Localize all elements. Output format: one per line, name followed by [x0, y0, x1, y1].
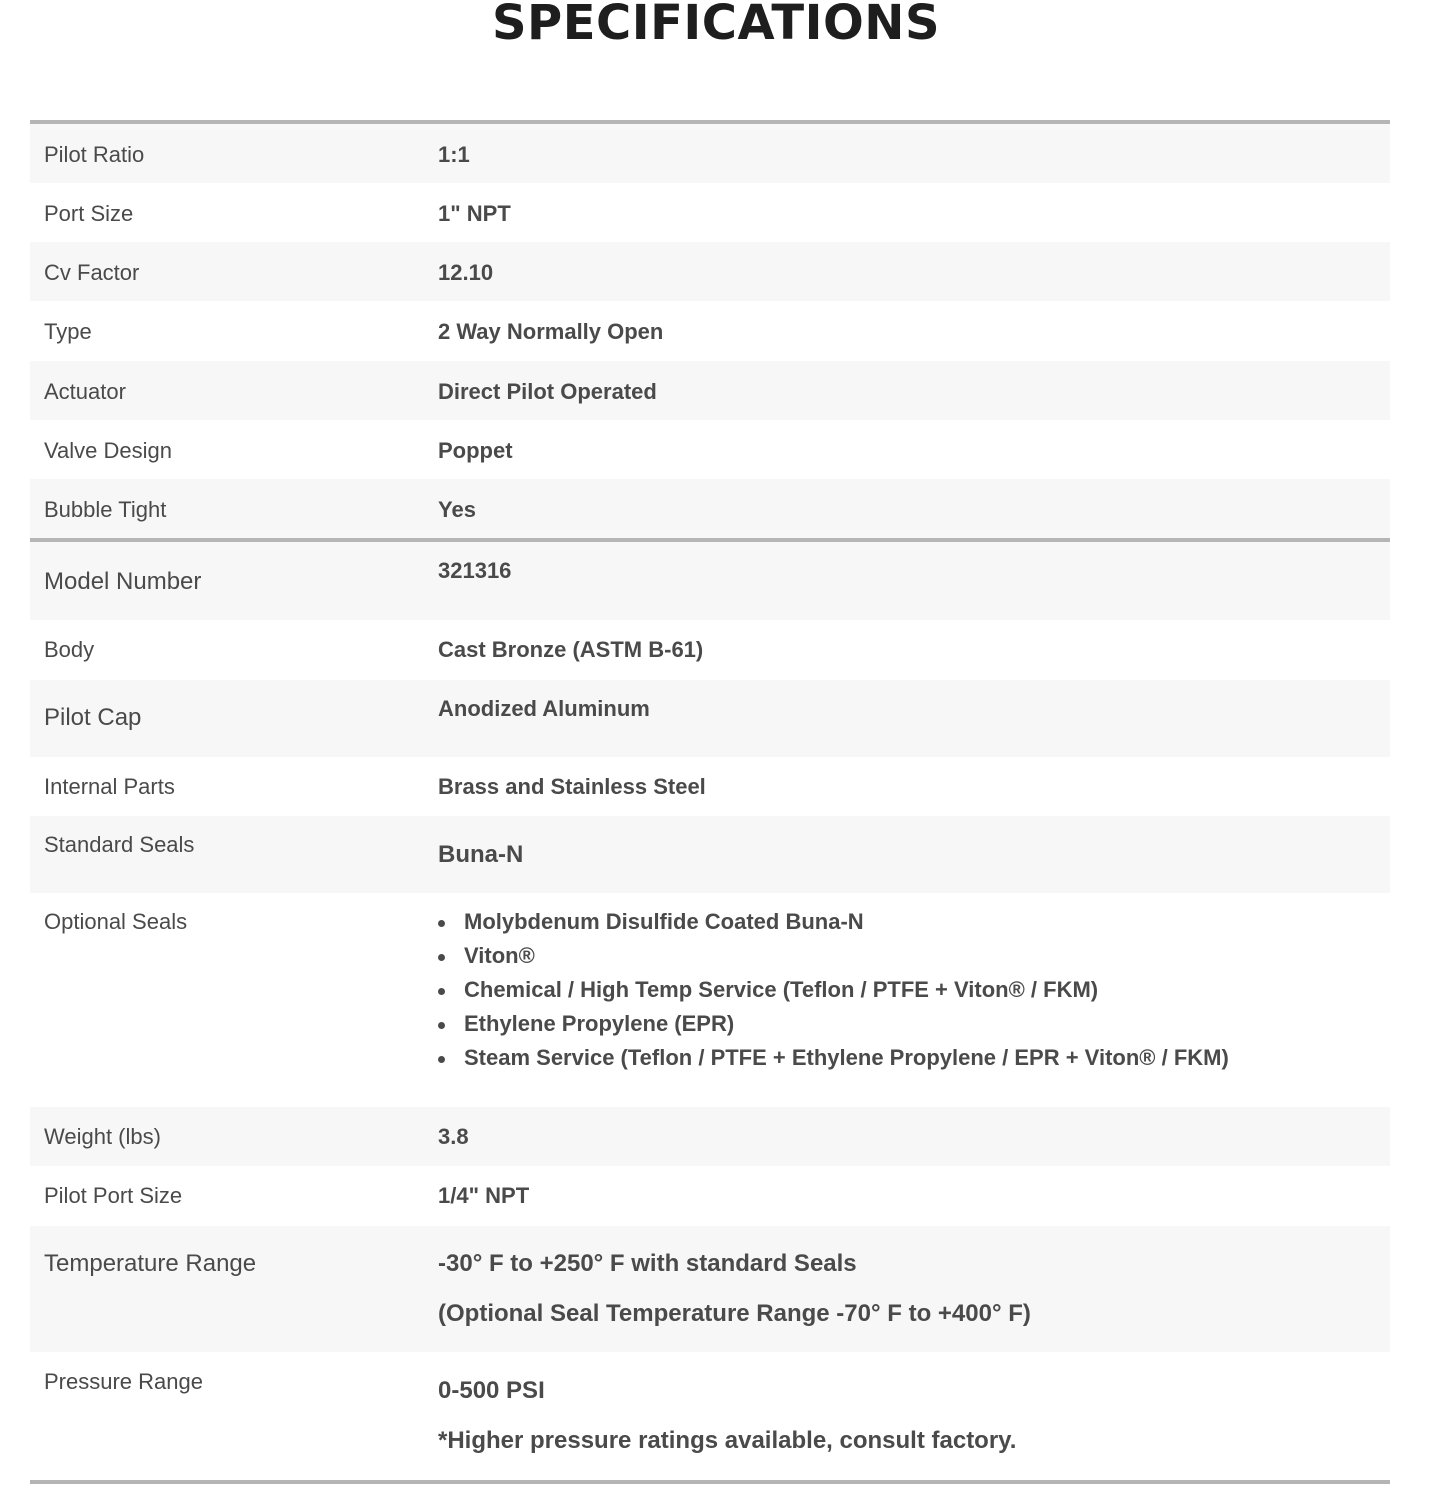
- spec-value: Cast Bronze (ASTM B-61): [438, 637, 704, 662]
- spec-label: Pressure Range: [44, 1369, 203, 1394]
- pressure-footnote-text: *Higher pressure ratings available, consult factory.: [438, 1427, 1017, 1454]
- spec-row-standard-seals: [30, 816, 1390, 893]
- list-item: Chemical / High Temp Service (Teflon / PTFE + Viton® / FKM): [438, 973, 1390, 1007]
- spec-value: 2 Way Normally Open: [438, 319, 664, 344]
- list-item: Ethylene Propylene (EPR): [438, 1007, 1390, 1041]
- spec-value: Poppet: [438, 438, 513, 463]
- spec-label: Optional Seals: [44, 909, 188, 934]
- list-item: Steam Service (Teflon / PTFE + Ethylene Propylene / EPR + Viton® / FKM): [438, 1041, 1390, 1075]
- spec-label: Valve Design: [44, 438, 172, 463]
- spec-label: Cv Factor: [44, 260, 140, 285]
- spec-label: Model Number: [44, 568, 202, 595]
- spec-label: Pilot Cap: [44, 704, 142, 731]
- spec-label: Temperature Range: [44, 1250, 257, 1277]
- spec-label: Bubble Tight: [44, 497, 167, 522]
- temperature-optional-text: (Optional Seal Temperature Range -70° F to +400° F): [438, 1300, 1031, 1327]
- spec-label: Port Size: [44, 201, 134, 226]
- spec-row-pilot-cap: [30, 680, 1390, 757]
- spec-value: [438, 1352, 1390, 1479]
- spec-row-temperature-range: [30, 1226, 1390, 1352]
- spec-row-pilot-ratio: [30, 124, 1390, 183]
- spec-row-optional-seals: [30, 893, 1390, 1107]
- page-title: SPECIFICATIONS: [491, 0, 941, 51]
- spec-value: Direct Pilot Operated: [438, 379, 657, 404]
- spec-value: 1/4" NPT: [438, 1183, 530, 1208]
- spec-row-type: [30, 301, 1390, 361]
- spec-value: 12.10: [438, 260, 494, 285]
- spec-row-pressure-range: [30, 1352, 1390, 1479]
- spec-row-valve-design: [30, 420, 1390, 479]
- spec-table: [30, 120, 1390, 1479]
- spec-value: 1" NPT: [438, 201, 511, 226]
- spec-label: Internal Parts: [44, 774, 175, 799]
- spec-row-port-size: [30, 183, 1390, 242]
- spec-value: 3.8: [438, 1124, 469, 1149]
- spec-row-internal-parts: [30, 757, 1390, 816]
- spec-value: 1:1: [438, 142, 470, 167]
- spec-label: Body: [44, 637, 95, 662]
- spec-row-bubble-tight: [30, 479, 1390, 538]
- spec-row-body: [30, 620, 1390, 680]
- spec-value: Brass and Stainless Steel: [438, 774, 706, 799]
- list-item: Viton®: [438, 939, 1390, 973]
- spec-label: Pilot Ratio: [44, 142, 145, 167]
- spec-label: Weight (lbs): [44, 1124, 161, 1149]
- spec-label: Pilot Port Size: [44, 1183, 183, 1208]
- optional-seals-list: [438, 905, 1390, 1075]
- table-bottom-rule: [30, 1480, 1390, 1484]
- spec-row-weight: [30, 1107, 1390, 1166]
- spec-value: [438, 1226, 1390, 1352]
- spec-value: Yes: [438, 497, 476, 522]
- pressure-range-text: 0-500 PSI: [438, 1377, 545, 1404]
- list-item: Molybdenum Disulfide Coated Buna-N: [438, 905, 1390, 939]
- spec-row-model-number: [30, 538, 1390, 620]
- spec-row-cv-factor: [30, 242, 1390, 301]
- spec-value: Anodized Aluminum: [438, 696, 650, 721]
- spec-value: Buna-N: [438, 841, 524, 868]
- spec-label: Type: [44, 319, 92, 344]
- spec-row-pilot-port-size: [30, 1166, 1390, 1226]
- spec-row-actuator: [30, 361, 1390, 420]
- spec-value: 321316: [438, 558, 512, 583]
- temperature-standard-text: -30° F to +250° F with standard Seals: [438, 1250, 857, 1277]
- spec-label: Standard Seals: [44, 832, 195, 857]
- spec-value: [438, 893, 1390, 1107]
- spec-label: Actuator: [44, 379, 126, 404]
